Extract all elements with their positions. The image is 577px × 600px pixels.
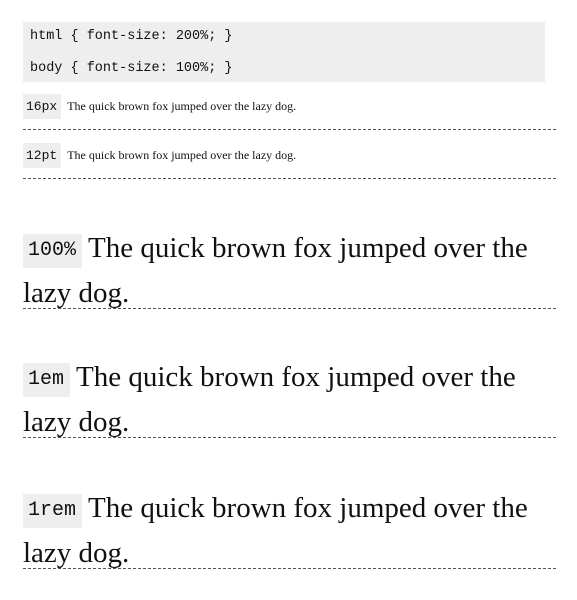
css-code-block [23, 22, 545, 82]
unit-label: 1em [23, 363, 70, 397]
code-line-body: body { font-size: 100%; } [30, 61, 233, 76]
sample-text: The quick brown fox jumped over the lazy dog. [23, 492, 528, 569]
sample-row-16px [23, 94, 556, 130]
sample-row-12pt [23, 143, 556, 179]
sample-row-100-percent [23, 214, 556, 309]
sample-text: The quick brown fox jumped over the lazy dog. [67, 99, 297, 113]
unit-label: 12pt [23, 143, 61, 168]
unit-label: 1rem [23, 494, 82, 528]
sample-text: The quick brown fox jumped over the lazy dog. [23, 361, 516, 438]
sample-row-1rem [23, 474, 556, 569]
unit-label: 100% [23, 234, 82, 268]
sample-paragraph [23, 226, 556, 316]
unit-label: 16px [23, 94, 61, 119]
sample-paragraph [23, 355, 556, 445]
sample-text: The quick brown fox jumped over the lazy dog. [23, 232, 528, 309]
code-line-html: html { font-size: 200%; } [30, 29, 233, 44]
sample-text: The quick brown fox jumped over the lazy dog. [67, 148, 297, 162]
sample-row-1em [23, 343, 556, 438]
sample-paragraph [23, 486, 556, 576]
